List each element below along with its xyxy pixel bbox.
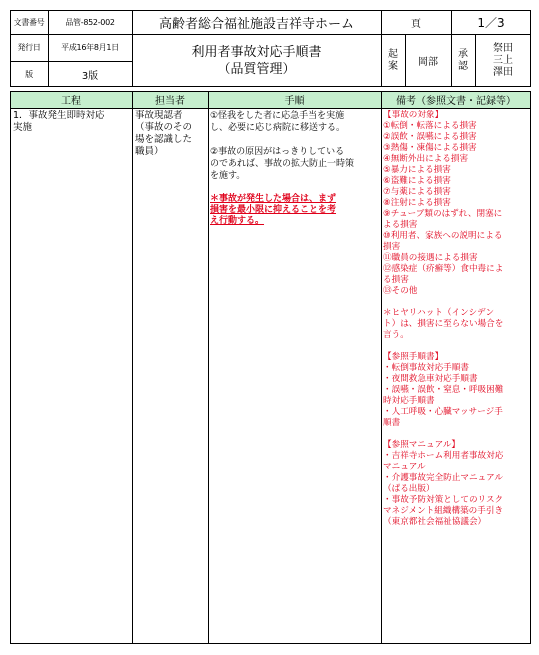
- procedure-step-2: ②事故の原因がはっきりしている のであれば、事故の拡大防止一時策 を施す。: [210, 147, 355, 181]
- version: 3版: [81, 70, 99, 82]
- approver-name: 澤田: [493, 66, 513, 78]
- page-label: 頁: [411, 18, 421, 30]
- hiyari-hatto-note: ＊ヒヤリハット（インシデン ト）は、損害に至らない場合を 言う。: [383, 308, 504, 340]
- draft-name: 岡部: [418, 57, 438, 68]
- procedure-warning-note: ＊事故が発生した場合は、まず 損害を最小限に抑えることを考 え行動する。: [210, 194, 337, 226]
- document-title: [132, 34, 381, 87]
- document-title-line2: （品質管理）: [217, 61, 296, 77]
- column-header-process: 工程: [61, 96, 81, 107]
- draft-label: 起 案: [388, 48, 398, 72]
- accident-types-list: 【事故の対象】 ①転倒・転落による損害 ②誤飲・誤嚥による損害 ③熱傷・凍傷による損害 ④無断外出による損害 ⑤暴力による損害 ⑥盗難による損害 ⑦与薬による損害 ⑧注射による損害 ⑨チューブ類のはずれ、閉塞に よる損害 ⑩利用者、家族への説明による 損害 ⑪職員の接遇による損害 ⑫感染症（疥癬等）食中毒によ る損害 ⑬その他: [383, 110, 504, 296]
- process-cell: 1．事故発生即時対応 実施: [13, 110, 105, 133]
- issue-date: 平成16年8月1日: [61, 43, 119, 52]
- approve-label: 承 認: [458, 48, 468, 72]
- approver-name: 三上: [493, 54, 513, 66]
- doc-number-label: 文書番号: [13, 17, 45, 27]
- column-header-procedure: 手順: [284, 96, 305, 107]
- column-header-person: 担当者: [155, 96, 185, 107]
- person-cell: 事故現認者 （事故のその 場を認識した 職員）: [135, 110, 193, 157]
- procedure-cell: [210, 110, 380, 227]
- issue-date-label: 発行日: [17, 43, 41, 52]
- reference-manuals: 【参照マニュアル】 ・吉祥寺ホーム利用者事故対応 マニュアル ・介護事故完全防止マニュアル （ぱる出版） ・事故予防対策としてのリスク マネジメント組織構築の手引き （東京都社会福祉協議会）: [383, 440, 504, 527]
- procedure-step-1: ①怪我をした者に応急手当を実施 し、必要に応じ病院に移送する。: [210, 111, 346, 133]
- organization-title: 高齢者総合福祉施設吉祥寺ホーム: [158, 16, 354, 32]
- reference-procedures: 【参照手順書】 ・転倒事故対応手順書 ・夜間救急車対応手順書 ・誤嚥・誤飲・窒息・呼吸困難 時対応手順書 ・人工呼吸・心臓マッサージ手 順書: [383, 352, 504, 428]
- version-label: 版: [25, 69, 33, 79]
- document-title-line1: 利用者事故対応手順書: [191, 44, 322, 60]
- approver-name: 祭田: [493, 42, 513, 54]
- approvers: [475, 34, 531, 87]
- column-header-remarks: 備考（参照文書・記録等）: [396, 96, 516, 107]
- page-number: 1／3: [477, 15, 505, 30]
- remarks-cell: [383, 110, 530, 528]
- doc-number: 品管-852-002: [65, 17, 115, 27]
